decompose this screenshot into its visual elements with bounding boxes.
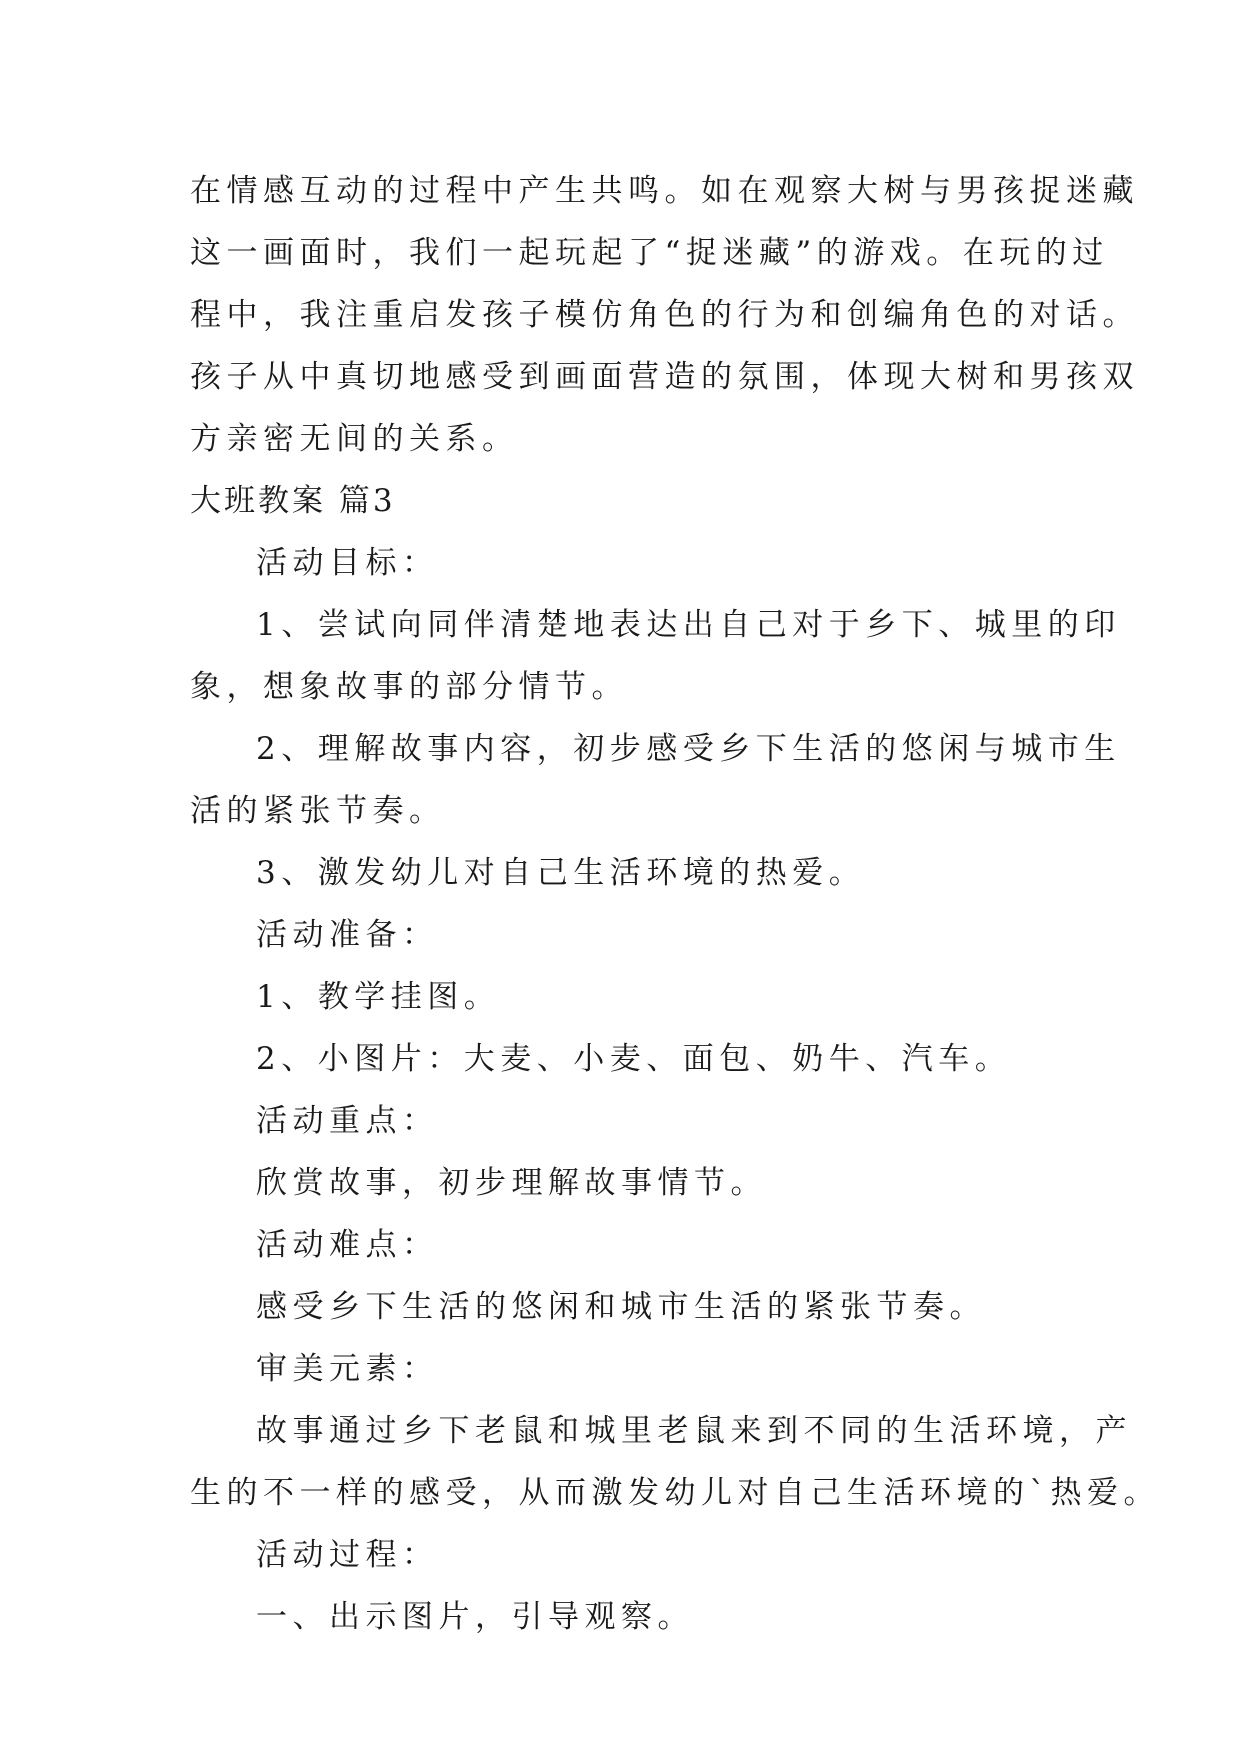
preparation-heading: 活动准备： (256, 917, 439, 953)
paragraph-line: 孩子从中真切地感受到画面营造的氛围，体现大树和男孩双 (190, 359, 1139, 395)
key-point-text: 欣赏故事，初步理解故事情节。 (256, 1165, 767, 1201)
preparation-item: 1、教学挂图。 (256, 979, 501, 1015)
paragraph-line: 程中，我注重启发孩子模仿角色的行为和创编角色的对话。 (190, 297, 1139, 333)
aesthetics-text-continuation: 生的不一样的感受，从而激发幼儿对自己生活环境的`热爱。 (190, 1475, 1160, 1511)
process-heading: 活动过程： (256, 1537, 439, 1573)
aesthetics-text: 故事通过乡下老鼠和城里老鼠来到不同的生活环境，产 (256, 1413, 1132, 1449)
difficulty-text: 感受乡下生活的悠闲和城市生活的紧张节奏。 (256, 1289, 986, 1325)
process-step: 一、出示图片，引导观察。 (256, 1599, 694, 1635)
goal-item: 3、激发幼儿对自己生活环境的热爱。 (256, 855, 866, 891)
paragraph-line: 在情感互动的过程中产生共鸣。如在观察大树与男孩捉迷藏 (190, 173, 1139, 209)
section-title: 大班教案 篇3 (190, 483, 396, 519)
difficulty-heading: 活动难点： (256, 1227, 439, 1263)
goals-heading: 活动目标： (256, 545, 439, 581)
goal-item: 1、尝试向同伴清楚地表达出自己对于乡下、城里的印 (256, 607, 1121, 643)
aesthetics-heading: 审美元素： (256, 1351, 439, 1387)
goal-item-continuation: 象，想象故事的部分情节。 (190, 669, 628, 705)
goal-item-continuation: 活的紧张节奏。 (190, 793, 446, 829)
paragraph-line: 方亲密无间的关系。 (190, 421, 519, 457)
key-point-heading: 活动重点： (256, 1103, 439, 1139)
goal-item: 2、理解故事内容，初步感受乡下生活的悠闲与城市生 (256, 731, 1121, 767)
paragraph-line: 这一画面时，我们一起玩起了“捉迷藏”的游戏。在玩的过 (190, 235, 1109, 271)
preparation-item: 2、小图片：大麦、小麦、面包、奶牛、汽车。 (256, 1041, 1012, 1077)
document-body (190, 160, 1160, 1648)
